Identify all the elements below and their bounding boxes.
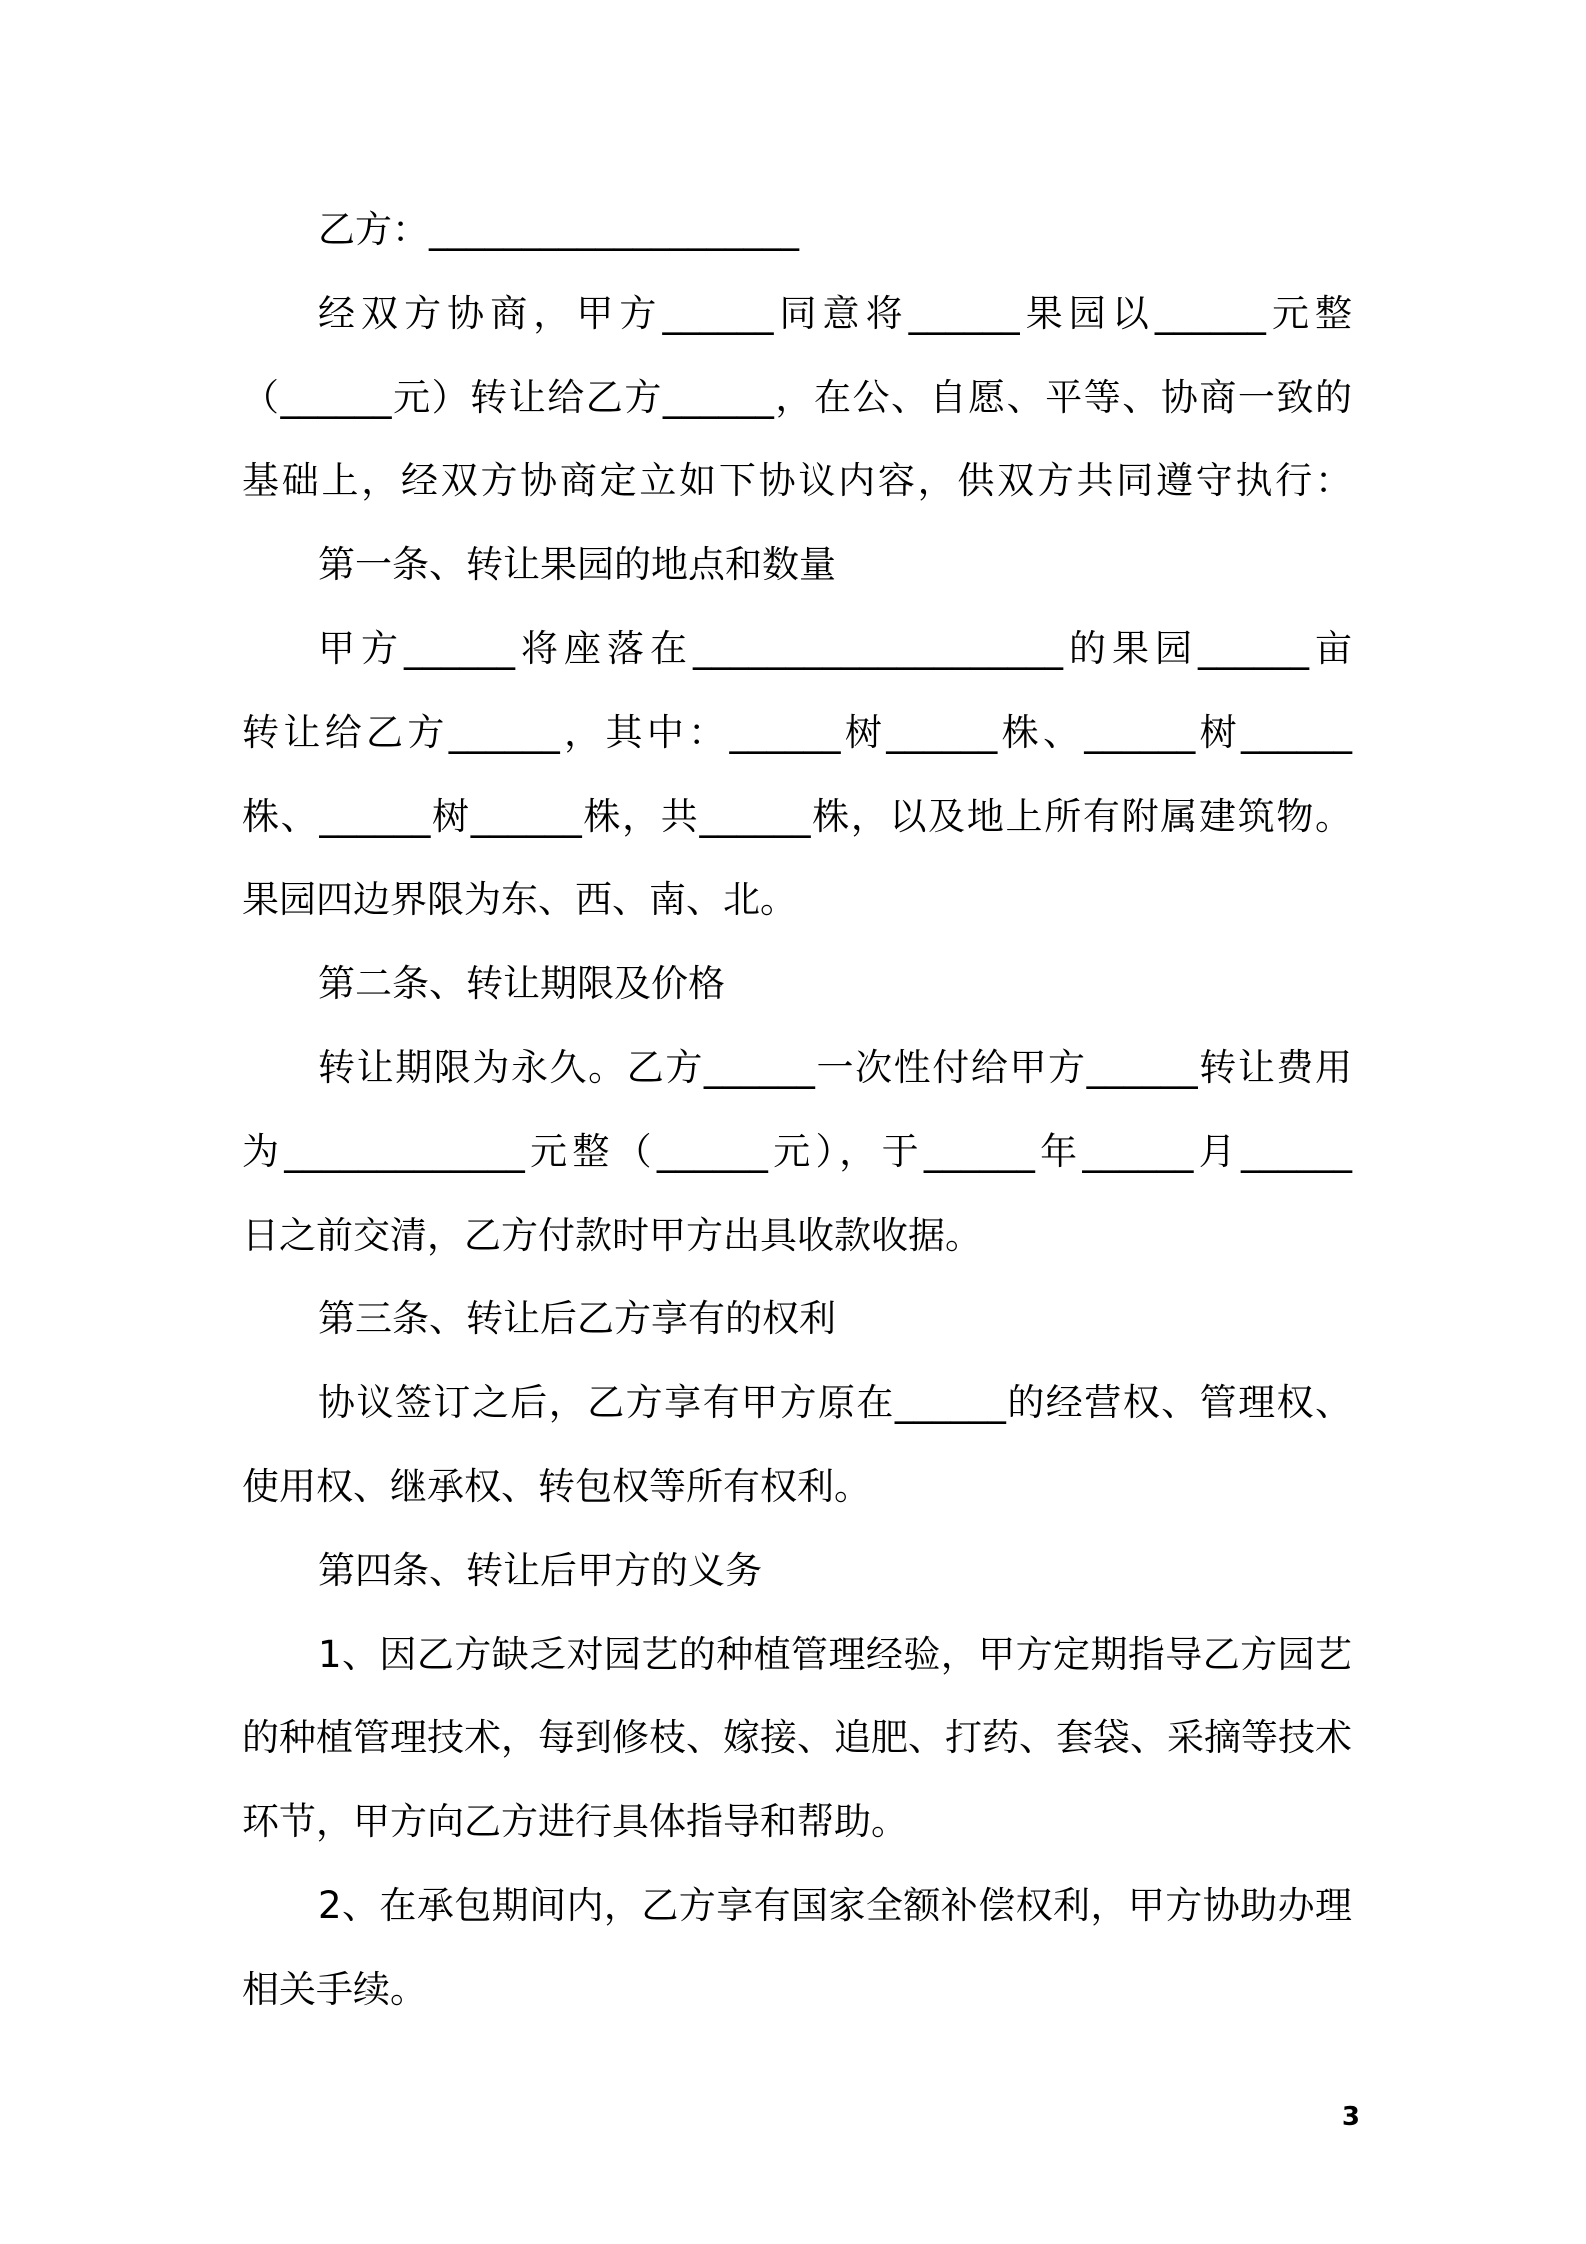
paragraph-line: 1、因乙方缺乏对园艺的种植管理经验，甲方定期指导乙方园艺 xyxy=(318,1633,1352,1676)
article-heading: 第一条、转让果园的地点和数量 xyxy=(318,543,836,586)
paragraph-line: 经双方协商，甲方______同意将______果园以______元整 xyxy=(318,292,1352,335)
paragraph-line: 甲方______将座落在____________________的果园______亩 xyxy=(318,627,1352,670)
paragraph-line: 的种植管理技术，每到修枝、嫁接、追肥、打药、套袋、采摘等技术 xyxy=(242,1716,1352,1759)
paragraph-line: 日之前交清，乙方付款时甲方出具收款收据。 xyxy=(242,1214,982,1257)
article-heading: 第三条、转让后乙方享有的权利 xyxy=(318,1297,836,1340)
paragraph-line: 株、______树______株，共______株，以及地上所有附属建筑物。 xyxy=(242,795,1352,838)
paragraph-line: （______元）转让给乙方______，在公、自愿、平等、协商一致的 xyxy=(242,376,1352,419)
paragraph-line: 2、在承包期间内，乙方享有国家全额补偿权利，甲方协助办理 xyxy=(318,1884,1352,1927)
paragraph-line: 相关手续。 xyxy=(242,1968,427,2011)
paragraph-line: 环节，甲方向乙方进行具体指导和帮助。 xyxy=(242,1800,908,1843)
paragraph-line: 转让给乙方______，其中：______树______株、______树______ xyxy=(242,711,1352,754)
article-heading: 第四条、转让后甲方的义务 xyxy=(318,1549,762,1592)
paragraph-line: 基础上，经双方协商定立如下协议内容，供双方共同遵守执行： xyxy=(242,459,1352,502)
article-heading: 第二条、转让期限及价格 xyxy=(318,962,725,1005)
paragraph-line: 转让期限为永久。乙方______一次性付给甲方______转让费用 xyxy=(318,1046,1352,1089)
page-number: 3 xyxy=(1341,2102,1360,2132)
party-b-line: 乙方：____________________ xyxy=(318,208,799,251)
paragraph-line: 果园四边界限为东、西、南、北。 xyxy=(242,878,797,921)
paragraph-line: 协议签订之后，乙方享有甲方原在______的经营权、管理权、 xyxy=(318,1381,1352,1424)
paragraph-line: 使用权、继承权、转包权等所有权利。 xyxy=(242,1465,871,1508)
paragraph-line: 为_____________元整（______元），于______年______月______ xyxy=(242,1130,1352,1173)
